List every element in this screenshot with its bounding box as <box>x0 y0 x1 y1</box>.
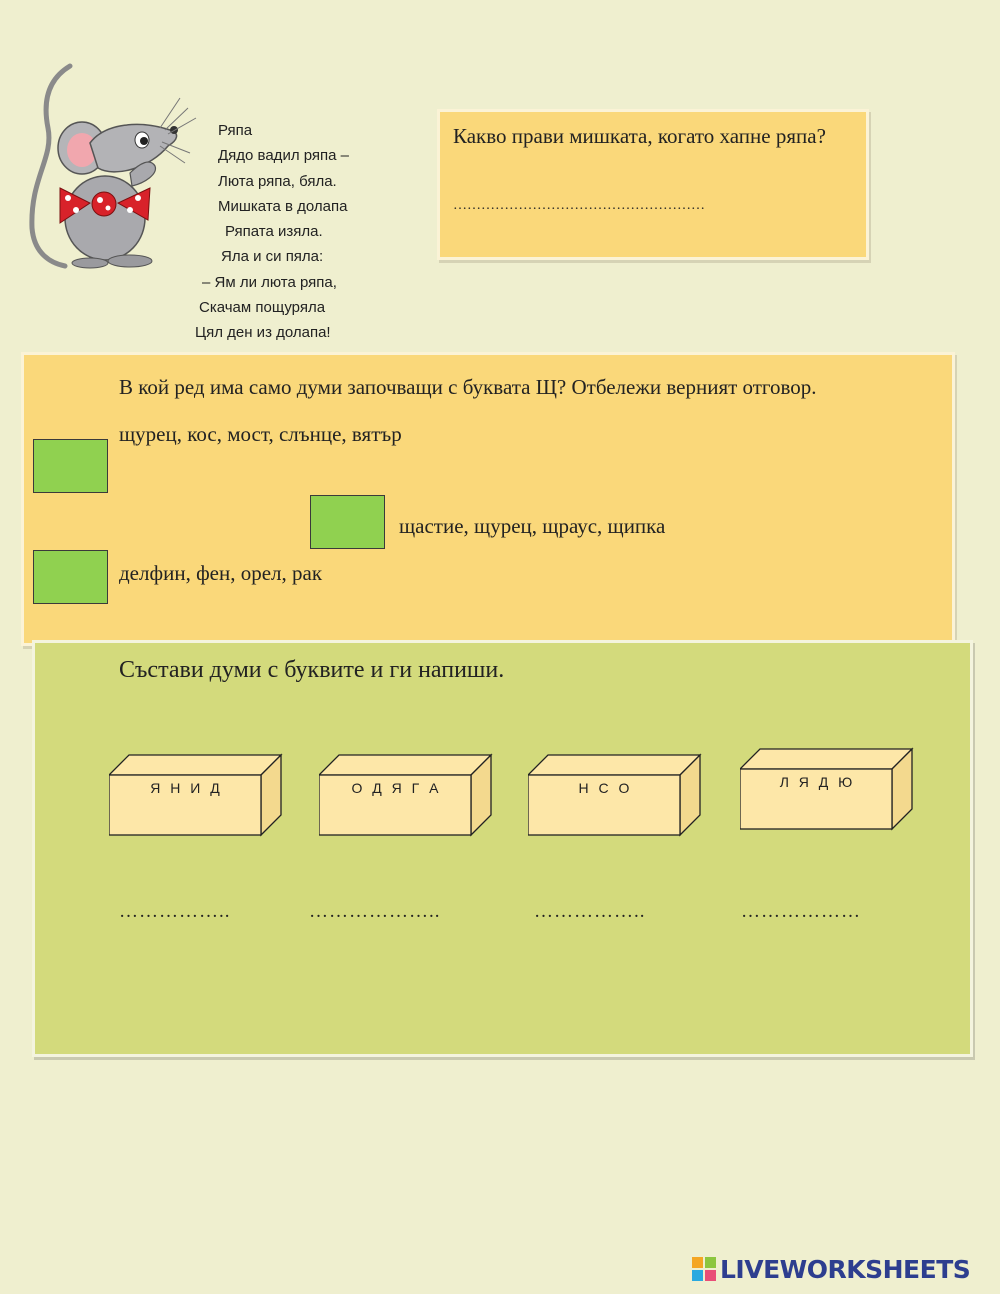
box-letters: Я Н И Д <box>150 780 223 796</box>
option-1-text: щурец, кос, мост, слънце, вятър <box>119 422 402 446</box>
logo-icon <box>692 1257 716 1281</box>
exercise-make-words <box>32 640 973 1057</box>
poem-title: Ряпа <box>218 122 253 139</box>
poem <box>190 118 380 346</box>
box-letters: Н С О <box>578 780 633 796</box>
option-2-checkbox[interactable] <box>310 495 385 549</box>
poem-line: Дядо вадил ряпа – <box>218 147 350 165</box>
box-shape <box>319 753 494 841</box>
letter-box <box>740 747 915 835</box>
box-shape <box>740 747 915 835</box>
poem-line: Мишката в долапа <box>218 197 348 215</box>
exercise-choose-row <box>21 352 955 646</box>
exercise1-title: В кой ред има само думи започващи с буквата Щ? Отбележи верният отговор. <box>119 375 817 399</box>
poem-line: Скачам пощуряла <box>199 299 326 317</box>
answer-input-3[interactable]: …………….. <box>534 901 646 922</box>
answer-input-4[interactable]: ……………… <box>741 901 861 922</box>
letter-box <box>319 753 494 841</box>
question-box <box>437 109 869 260</box>
letter-box <box>528 753 703 841</box>
liveworksheets-logo <box>692 1254 970 1284</box>
poem-line: Ряпата изяла. <box>225 223 323 241</box>
option-2-text: щастие, щурец, щраус, щипка <box>399 514 666 538</box>
logo-text: LIVEWORKSHEETS <box>720 1254 971 1284</box>
box-shape <box>528 753 703 841</box>
answer-input-2[interactable]: ……………….. <box>309 901 441 922</box>
poem-line: Яла и си пяла: <box>221 248 324 266</box>
box-letters: О Д Я Г А <box>351 780 442 796</box>
mouse-illustration <box>20 58 200 273</box>
poem-line: Цял ден из долапа! <box>195 324 331 342</box>
poem-line: – Ям ли люта ряпа, <box>202 273 337 291</box>
option-3-text: делфин, фен, орел, рак <box>119 561 323 585</box>
answer-input-1[interactable]: …………….. <box>119 901 231 922</box>
option-1-checkbox[interactable] <box>33 439 108 493</box>
question-text: Какво прави мишката, когато хапне ряпа? <box>453 124 826 148</box>
box-letters: Л Я Д Ю <box>779 774 856 790</box>
option-3-checkbox[interactable] <box>33 550 108 604</box>
exercise2-title: Състави думи с буквите и ги напиши. <box>119 657 505 683</box>
letter-box <box>109 753 284 841</box>
poem-line: Люта ряпа, бяла. <box>218 172 337 190</box>
answer-input[interactable]: ……………………………………………… <box>453 198 705 213</box>
box-shape <box>109 753 284 841</box>
